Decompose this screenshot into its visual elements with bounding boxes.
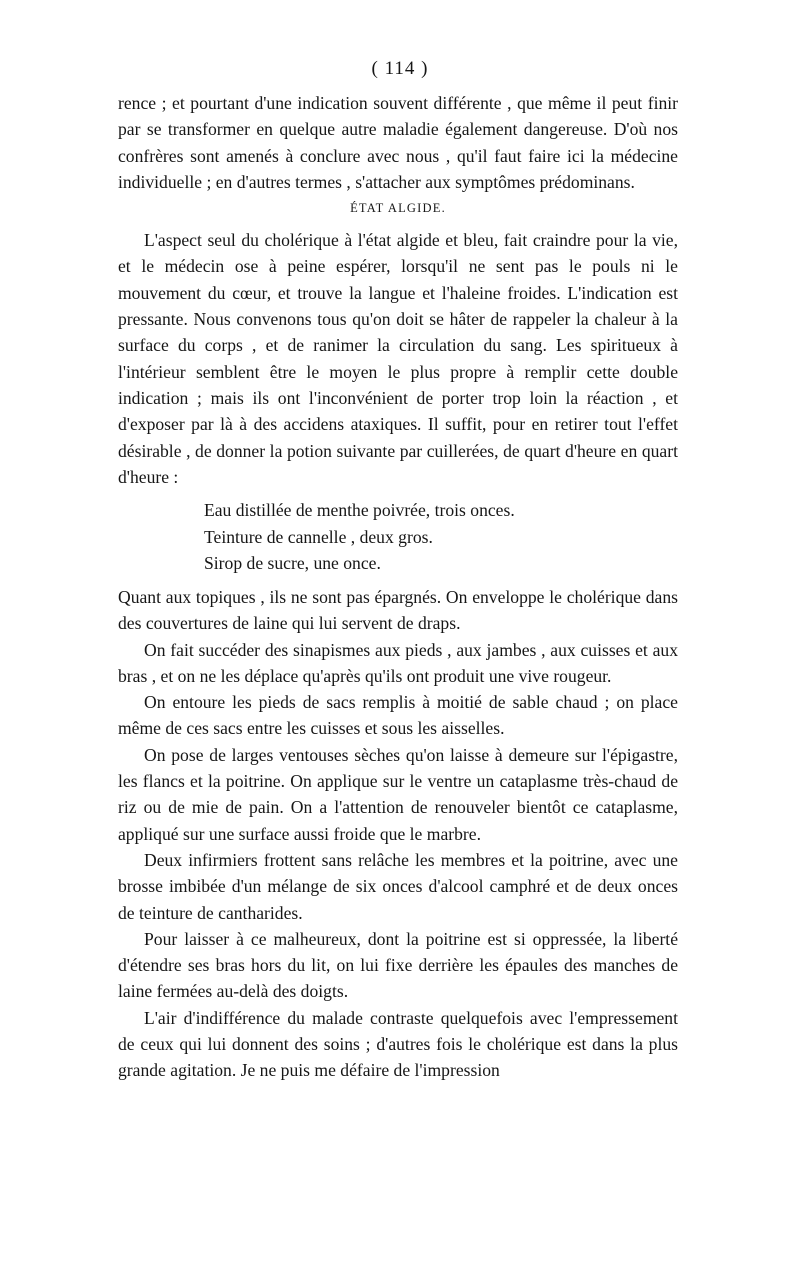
paragraph: L'air d'indifférence du malade contraste quelquefois avec l'empressement de ceux qui lui donnent des soins ; d'autres fois le cholérique est dans la plus grande agitation. Je ne puis me défaire de l'impression — [118, 1007, 678, 1081]
body-text — [118, 90, 678, 1084]
paragraph: On fait succéder des sinapismes aux pieds , aux jambes , aux cuisses et aux bras , et on ne les déplace qu'après qu'ils ont produit une vive rougeur. — [118, 639, 678, 686]
paragraph: Pour laisser à ce malheureux, dont la poitrine est si oppressée, la liberté d'étendre ses bras hors du lit, on lui fixe derrière les épaules des manches de laine fermées au-delà des doigts. — [118, 928, 678, 1002]
paragraph: On pose de larges ventouses sèches qu'on laisse à demeure sur l'épigastre, les flancs et la poitrine. On applique sur le ventre un cataplasme très-chaud de riz ou de mie de pain. On a l'attention de renouveler bientôt ce cataplasme, appliqué sur une surface aussi froide que le marbre. — [118, 744, 678, 844]
paragraph-intro: L'aspect seul du cholérique à l'état algide et bleu, fait craindre pour la vie, et le médecin ose à peine espérer, lorsqu'il ne sent pas le pouls ni le mouvement du cœur, et trouve la langue et l'haleine froides. L'indication est pressante. Nous convenons tous qu'on doit se hâter de rappeler la chaleur à la surface du corps , et de ranimer la circulation du sang. Les spiritueux à l'intérieur semblent être le moyen le plus propre à remplir cette double indication ; mais ils ont l'inconvénient de porter trop loin la réaction , et d'exposer par là à des accidens ataxiques. Il suffit, pour en retirer tout l'effet désirable , de donner la potion suivante par cuillerées, de quart d'heure en quart d'heure : — [118, 230, 678, 487]
paragraph: Quant aux topiques , ils ne sont pas épargnés. On enveloppe le cholérique dans des couvertures de laine qui lui servent de draps. — [118, 586, 678, 634]
recipe-line: Sirop de sucre, une once. — [204, 553, 381, 574]
paragraph: On entoure les pieds de sacs remplis à moitié de sable chaud ; on place même de ces sacs entre les cuisses et sous les aisselles. — [118, 692, 678, 739]
paragraph: Deux infirmiers frottent sans relâche les membres et la poitrine, avec une brosse imbibée d'un mélange de six onces d'alcool camphré et de deux onces de teinture de cantharides. — [118, 849, 678, 923]
paragraph-continuation: rence ; et pourtant d'une indication souvent différente , que même il peut finir par se transformer en quelque autre maladie également dangereuse. D'où nos confrères sont amenés à conclure avec nous , qu'il faut faire ici la médecine individuelle ; en d'autres termes , s'attacher aux symptômes prédominans. — [118, 93, 678, 192]
recipe-line: Teinture de cannelle , deux gros. — [204, 526, 433, 547]
section-heading: ÉTAT ALGIDE. — [350, 201, 446, 216]
recipe-list — [204, 497, 678, 577]
page-number: ( 114 ) — [371, 58, 429, 79]
recipe-line: Eau distillée de menthe poivrée, trois onces. — [204, 500, 515, 521]
